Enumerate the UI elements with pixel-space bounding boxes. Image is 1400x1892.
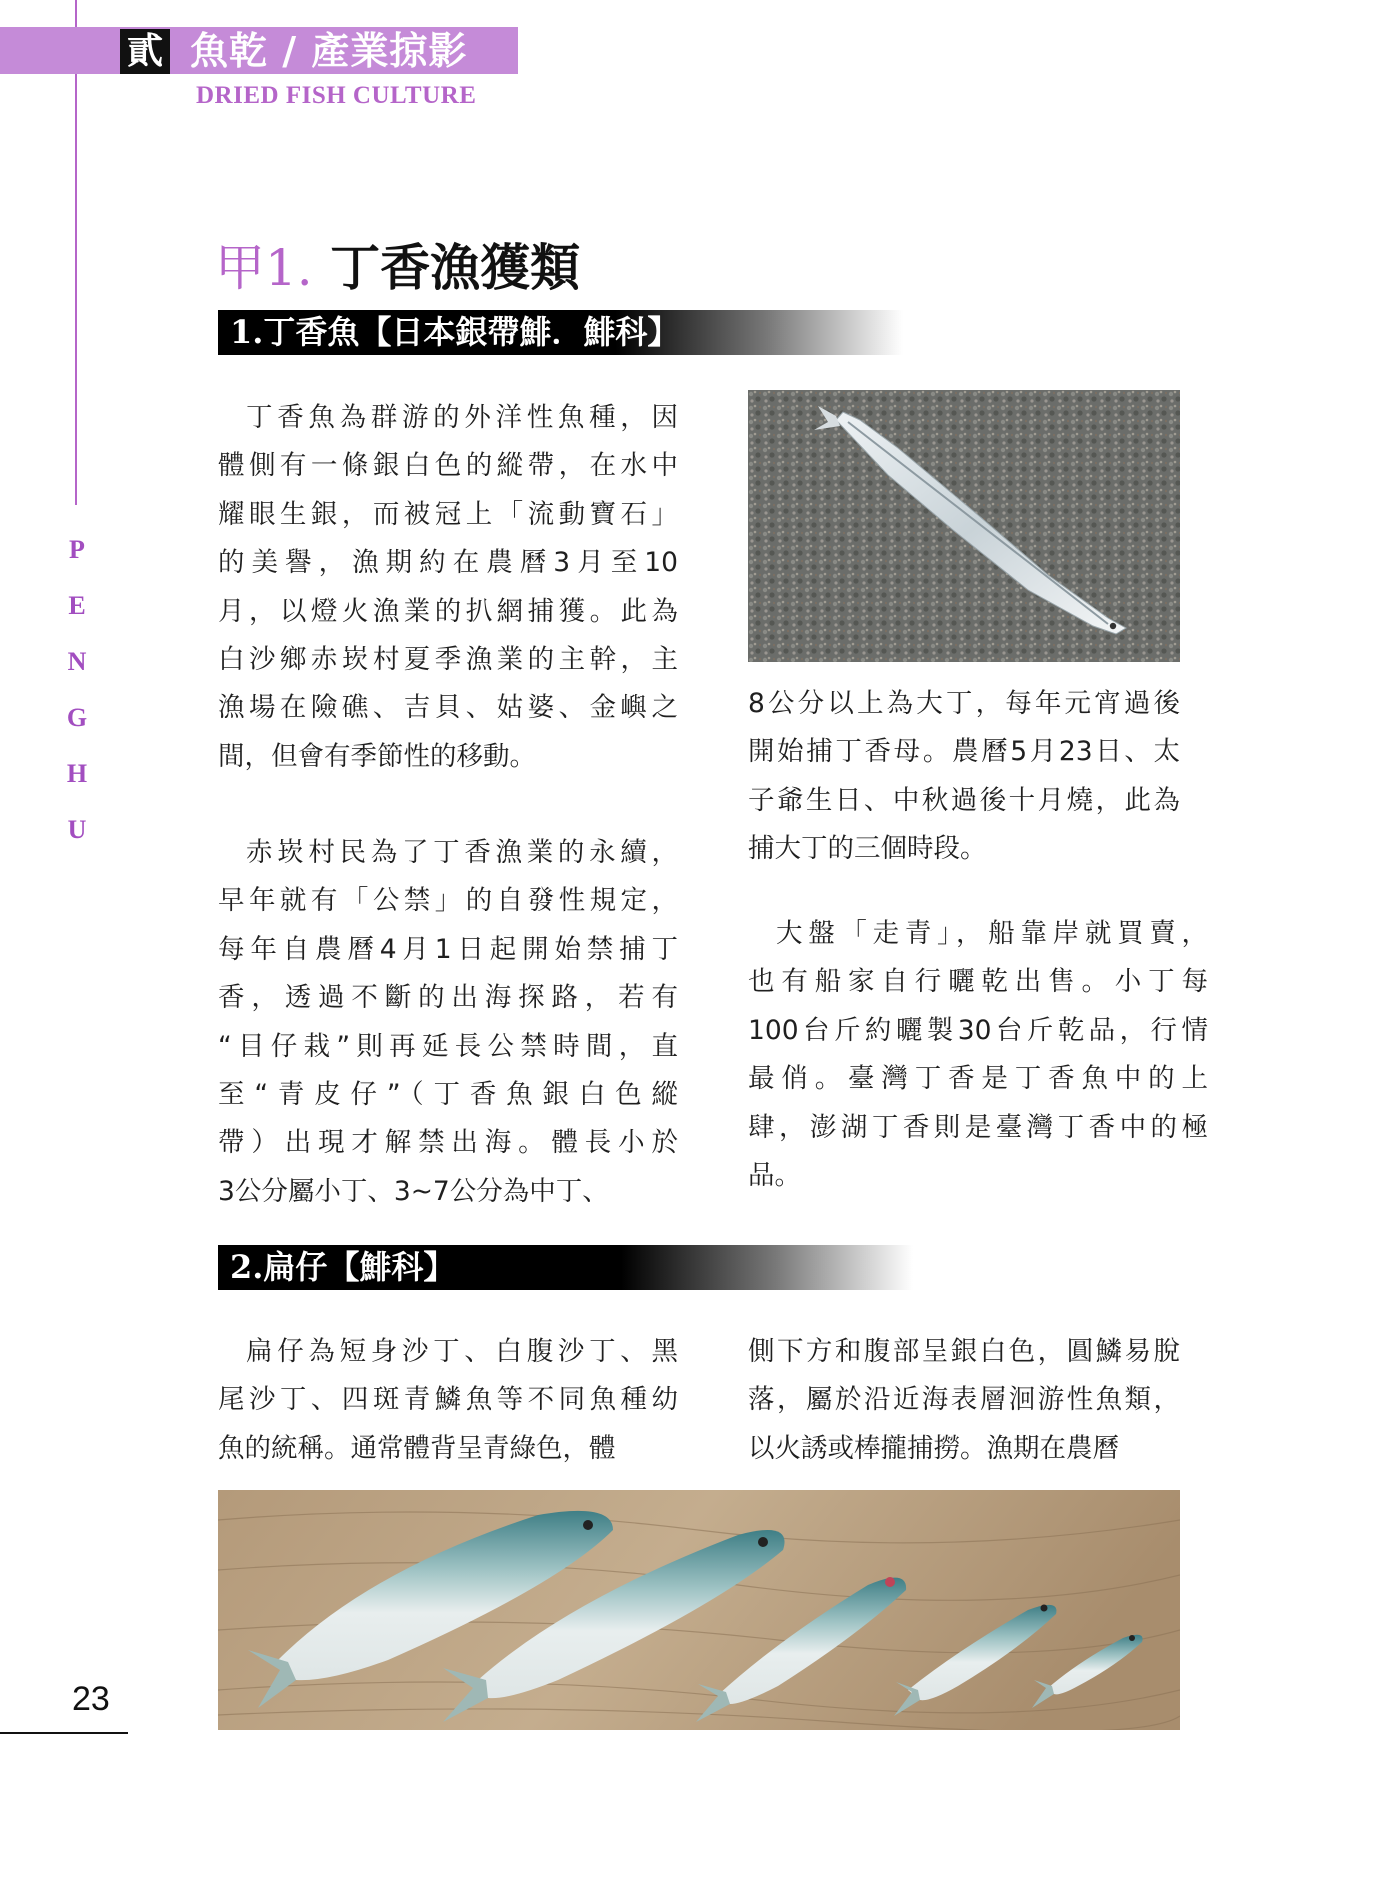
chapter-badge: 貳 (120, 29, 170, 74)
photo-anchovy (748, 390, 1180, 662)
text-line: 赤崁村民為了丁香漁業的永續， (246, 837, 678, 868)
text-line: 的美譽，漁期約在農曆3月至10 (218, 547, 678, 579)
text-line: 早年就有「公禁」的自發性規定， (218, 885, 678, 917)
page-number-rule (0, 1732, 128, 1734)
item2-heading: 2.扁仔【鯡科】 (218, 1245, 913, 1290)
side-letter: H (66, 759, 88, 788)
item1-heading: 1.丁香魚【日本銀帶鯡．鯡科】 (218, 310, 903, 355)
text-line: 香，透過不斷的出海探路，若有 (218, 982, 678, 1014)
left-margin-line (75, 0, 77, 505)
text-line: 耀眼生銀，而被冠上「流動寶石」 (218, 498, 678, 530)
item1-right-paragraph-2 (748, 910, 1208, 1200)
side-letter: U (67, 815, 87, 844)
text-line: 落，屬於沿近海表層洄游性魚類， (748, 1384, 1180, 1416)
text-line: 也有船家自行曬乾出售。小丁每 (748, 966, 1208, 998)
page-number: 23 (72, 1680, 110, 1718)
text-line: 子爺生日、中秋過後十月燒，此為 (748, 784, 1180, 816)
text-line: 丁香魚為群游的外洋性魚種，因 (246, 402, 678, 433)
text-line: 每年自農曆4月1日起開始禁捕丁 (218, 933, 678, 965)
text-line: 帶）出現才解禁出海。體長小於 (218, 1127, 678, 1159)
text-line: 最俏。臺灣丁香是丁香魚中的上 (748, 1063, 1208, 1095)
text-line: 魚的統稱。通常體背呈青綠色，體 (218, 1432, 616, 1464)
text-line: 間，但會有季節性的移動。 (218, 740, 536, 772)
text-line: 以火誘或棒攏捕撈。漁期在農曆 (748, 1432, 1119, 1464)
item2-right-paragraph-1 (748, 1328, 1180, 1473)
text-line: 月，以燈火漁業的扒網捕獲。此為 (218, 595, 678, 627)
item1-right-paragraph-1 (748, 680, 1180, 874)
item2-left-paragraph-1 (218, 1328, 678, 1473)
chapter-title: 魚乾 / 產業掠影 (190, 28, 468, 73)
text-line: 至“青皮仔”（丁香魚銀白色縱 (218, 1079, 678, 1111)
text-line: 尾沙丁、四斑青鱗魚等不同魚種幼 (218, 1384, 678, 1416)
side-label (62, 532, 92, 868)
text-line: 扁仔為短身沙丁、白腹沙丁、黑 (246, 1336, 678, 1367)
side-letter: P (69, 535, 85, 564)
text-line: 側下方和腹部呈銀白色，圓鱗易脫 (748, 1336, 1180, 1367)
text-line: 漁場在險礁、吉貝、姑婆、金嶼之 (218, 692, 678, 724)
side-letter: N (67, 647, 87, 676)
text-line: 品。 (748, 1160, 801, 1192)
text-line: 捕大丁的三個時段。 (748, 833, 987, 865)
section-heading: 丁香漁獲類 (330, 238, 581, 297)
side-letter: E (68, 591, 86, 620)
side-letter: G (66, 703, 88, 732)
item1-left-paragraph-2 (218, 829, 678, 1216)
section-title (215, 228, 580, 300)
text-line: 白沙鄉赤崁村夏季漁業的主幹，主 (218, 644, 678, 676)
text-line: 體側有一條銀白色的縱帶，在水中 (218, 450, 678, 482)
section-number: 甲1. (215, 239, 313, 297)
photo-sardines (218, 1490, 1180, 1730)
text-line: 開始捕丁香母。農曆5月23日、太 (748, 736, 1180, 768)
chapter-subtitle: DRIED FISH CULTURE (196, 82, 477, 109)
text-line: “目仔栽”則再延長公禁時間，直 (218, 1030, 678, 1062)
text-line: 8公分以上為大丁，每年元宵過後 (748, 688, 1180, 719)
text-line: 100台斤約曬製30台斤乾品，行情 (748, 1014, 1208, 1046)
text-line: 肆，澎湖丁香則是臺灣丁香中的極 (748, 1111, 1208, 1143)
text-line: 大盤「走青」，船靠岸就買賣， (776, 918, 1208, 949)
text-line: 3公分屬小丁、3~7公分為中丁、 (218, 1175, 609, 1207)
item1-left-paragraph-1 (218, 394, 678, 781)
